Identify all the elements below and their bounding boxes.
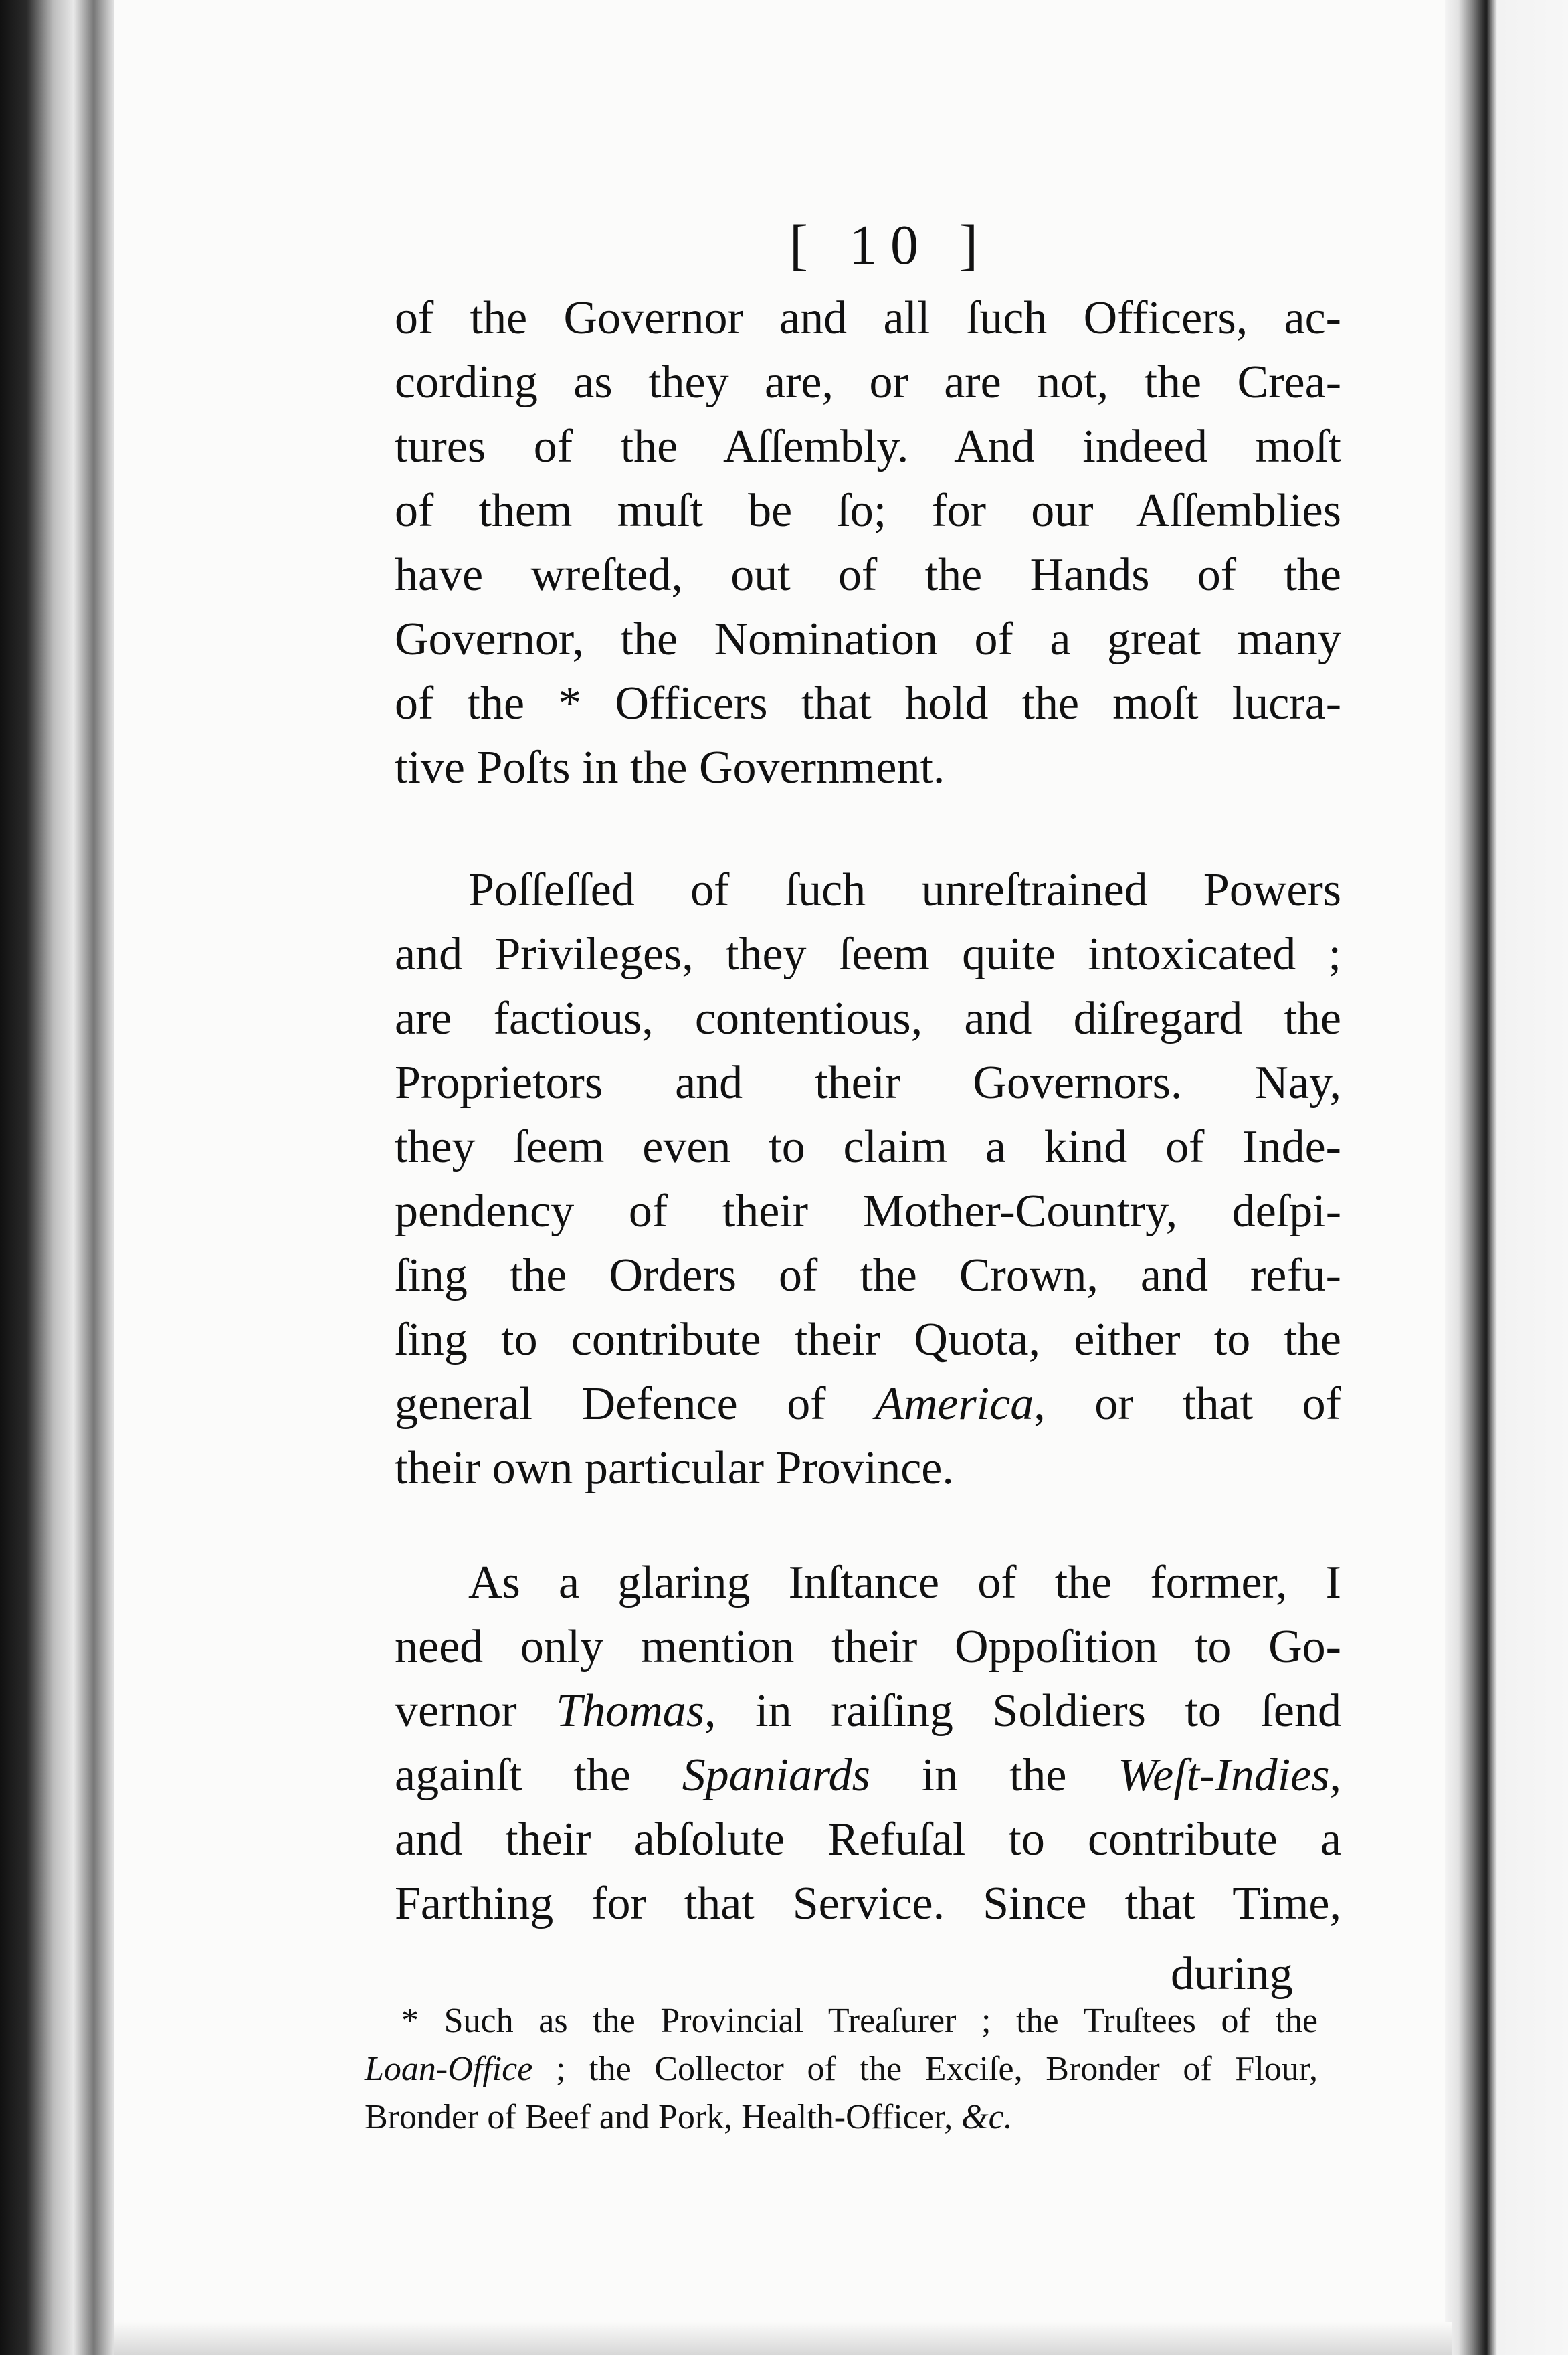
right-page-edge (1445, 0, 1568, 2355)
text-line: pendency of their Mother-Country, deſpi- (395, 1186, 1341, 1237)
text-line: of them muſt be ſo; for our Aſſemblies (395, 485, 1341, 537)
text-line: their own particular Province. (395, 1442, 954, 1494)
text-line: need only mention their Oppoſition to Go- (395, 1621, 1341, 1673)
text-line: Farthing for that Service. Since that Time, (395, 1878, 1341, 1929)
text-line: Proprietors and their Governors. Nay, (395, 1057, 1341, 1109)
text-line: As a glaring Inſtance of the former, I (468, 1557, 1341, 1608)
text-line: vernor Thomas, in raiſing Soldiers to ſend (395, 1685, 1341, 1737)
text-line-america: general Defence of America, or that of (395, 1378, 1341, 1430)
text-line: of the Governor and all ſuch Officers, ac- (395, 292, 1341, 344)
text-line: tures of the Aſſembly. And indeed moſt (395, 421, 1341, 472)
text-line: ſing to contribute their Quota, either to the (395, 1314, 1341, 1365)
text-line: cording as they are, or are not, the Crea- (395, 357, 1341, 408)
text-line: have wreſted, out of the Hands of the (395, 549, 1341, 601)
text-line: of the * Officers that hold the moſt lucra- (395, 678, 1341, 729)
text-line: Poſſeſſed of ſuch unreſtrained Powers (468, 864, 1341, 916)
text-line: Governor, the Nomination of a great many (395, 614, 1341, 665)
footnote-line: Bronder of Beef and Pork, Health-Officer, &c. (365, 2098, 1013, 2136)
text-line: ſing the Orders of the Crown, and refu- (395, 1250, 1341, 1301)
footnote-line: * Such as the Provincial Treaſurer ; the Truſtees of the (401, 2002, 1318, 2040)
text-line: they ſeem even to claim a kind of Inde- (395, 1121, 1341, 1173)
text-line: tive Poſts in the Government. (395, 742, 945, 793)
text-line: againſt the Spaniards in the Weſt-Indies, (395, 1750, 1341, 1801)
text-line: are factious, contentious, and diſregard the (395, 993, 1341, 1044)
footnote-line: Loan-Office ; the Collector of the Exciſe, Bronder of Flour, (365, 2050, 1318, 2088)
catchword: during (1171, 1948, 1293, 2000)
text-line: and their abſolute Refuſal to contribute a (395, 1814, 1341, 1865)
page-bottom-shadow (114, 2322, 1452, 2355)
page-number: [ 10 ] (789, 214, 991, 276)
text-line: and Privileges, they ſeem quite intoxicated ; (395, 929, 1341, 980)
